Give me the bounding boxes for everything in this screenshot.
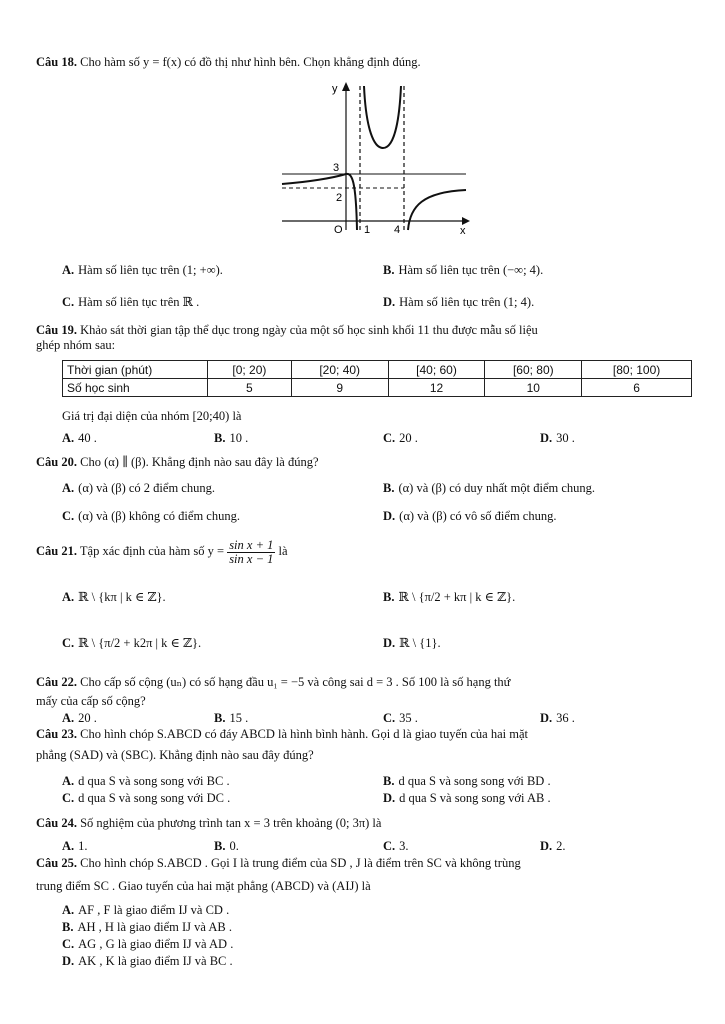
curve-middle-branch xyxy=(364,86,401,148)
q19-option-c-key: C. xyxy=(383,431,396,445)
q21-text-post: là xyxy=(278,544,288,558)
origin-label: O xyxy=(334,224,343,236)
q19-option-d-text: 30 . xyxy=(556,431,575,445)
q20-option-b-key: B. xyxy=(383,481,395,495)
q22-option-a-key: A. xyxy=(62,711,75,725)
q20-option-a-key: A. xyxy=(62,481,75,495)
q18-option-b-key: B. xyxy=(383,263,395,277)
q23-option-c-key: C. xyxy=(62,791,75,805)
q19-option-a-key: A. xyxy=(62,431,75,445)
q19-option-b-text: 10 . xyxy=(229,431,249,445)
q21-fraction xyxy=(227,539,275,566)
q24-option-c[interactable] xyxy=(383,839,409,853)
q22-option-d[interactable] xyxy=(540,711,575,725)
q25-stem xyxy=(36,856,521,870)
q22-option-c[interactable] xyxy=(383,711,418,725)
q18-option-c[interactable] xyxy=(62,295,199,309)
q21-option-b-text: ℝ \ {π/2 + kπ | k ∈ ℤ}. xyxy=(398,590,516,604)
table-row-label: Thời gian (phút) xyxy=(63,361,208,379)
q21-option-c-key: C. xyxy=(62,636,75,650)
q20-option-a-text: (α) và (β) có 2 điểm chung. xyxy=(78,481,215,495)
q20-number: Câu 20. xyxy=(36,455,77,469)
q23-option-c[interactable] xyxy=(62,791,230,805)
table-cell: 6 xyxy=(582,379,692,397)
q25-option-c-text: AG , G là giao điểm IJ và AD . xyxy=(78,937,234,951)
q18-option-d[interactable] xyxy=(383,295,534,309)
q24-number: Câu 24. xyxy=(36,816,77,830)
q20-stem xyxy=(36,455,319,469)
q22-option-d-key: D. xyxy=(540,711,553,725)
table-row-label: Số học sinh xyxy=(63,379,208,397)
q22-option-a[interactable] xyxy=(62,711,97,725)
q21-option-c[interactable] xyxy=(62,636,201,650)
q25-option-b[interactable] xyxy=(62,920,232,934)
q22-text-2: mấy của cấp số cộng? xyxy=(36,694,146,708)
q19-option-c[interactable] xyxy=(383,431,418,445)
q25-option-a[interactable] xyxy=(62,903,229,917)
q24-option-d-text: 2. xyxy=(556,839,566,853)
q23-option-b[interactable] xyxy=(383,774,551,788)
q19-option-c-text: 20 . xyxy=(399,431,418,445)
q24-text: Số nghiệm của phương trình tan x = 3 trên khoảng (0; 3π) là xyxy=(80,816,382,830)
q19-stem xyxy=(36,323,538,337)
q23-text-1: Cho hình chóp S.ABCD có đáy ABCD là hình bình hành. Gọi d là giao tuyến của hai mặt xyxy=(80,727,528,741)
q21-option-d-key: D. xyxy=(383,636,396,650)
q23-option-d-text: d qua S và song song với AB . xyxy=(399,791,551,805)
q23-option-c-text: d qua S và song song với DC . xyxy=(78,791,231,805)
q24-option-c-text: 3. xyxy=(399,839,409,853)
q19-option-a-text: 40 . xyxy=(78,431,97,445)
q20-option-c-key: C. xyxy=(62,509,75,523)
tick-label-4: 4 xyxy=(394,224,401,236)
q21-option-c-text: ℝ \ {π/2 + k2π | k ∈ ℤ}. xyxy=(78,636,202,650)
q21-option-a-text: ℝ \ {kπ | k ∈ ℤ}. xyxy=(78,590,166,604)
q19-option-d[interactable] xyxy=(540,431,575,445)
q25-option-c[interactable] xyxy=(62,937,233,951)
q23-option-a-text: d qua S và song song với BC . xyxy=(78,774,230,788)
q18-option-c-key: C. xyxy=(62,295,75,309)
q19-option-b-key: B. xyxy=(214,431,226,445)
q24-option-a-key: A. xyxy=(62,839,75,853)
q21-option-d[interactable] xyxy=(383,636,441,650)
q25-text-1: Cho hình chóp S.ABCD . Gọi I là trung điểm của SD , J là điểm trên SC và không trùng xyxy=(80,856,521,870)
q25-option-d-text: AK , K là giao điểm IJ và BC . xyxy=(78,954,233,968)
curve-right-branch xyxy=(408,190,466,230)
q23-option-a-key: A. xyxy=(62,774,75,788)
q21-fraction-numerator: sin x + 1 xyxy=(229,537,274,552)
q22-option-d-text: 36 . xyxy=(556,711,575,725)
table-cell: 10 xyxy=(485,379,582,397)
q19-option-b[interactable] xyxy=(214,431,248,445)
q22-option-a-text: 20 . xyxy=(78,711,97,725)
q25-option-d[interactable] xyxy=(62,954,233,968)
q21-option-a[interactable] xyxy=(62,590,166,604)
q20-option-d-key: D. xyxy=(383,509,396,523)
q19-frequency-table xyxy=(62,360,692,397)
q23-text-2: phẳng (SAD) và (SBC). Khẳng định nào sau đây đúng? xyxy=(36,748,314,762)
q23-number: Câu 23. xyxy=(36,727,77,741)
q25-option-b-text: AH , H là giao điểm IJ và AB . xyxy=(77,920,232,934)
q22-option-c-text: 35 . xyxy=(399,711,418,725)
q21-option-a-key: A. xyxy=(62,590,75,604)
x-axis-arrow xyxy=(462,217,470,225)
q25-option-d-key: D. xyxy=(62,954,75,968)
q24-option-b[interactable] xyxy=(214,839,239,853)
q23-option-a[interactable] xyxy=(62,774,230,788)
y-axis-arrow xyxy=(342,82,350,91)
table-row xyxy=(63,361,692,379)
q23-option-d-key: D. xyxy=(383,791,396,805)
y-axis-label: y xyxy=(332,83,338,95)
q18-number: Câu 18. xyxy=(36,55,77,69)
q19-prompt: Giá trị đại diện của nhóm [20;40) là xyxy=(62,409,242,423)
q18-function-graph xyxy=(278,80,478,238)
q24-stem xyxy=(36,816,381,830)
q24-option-b-key: B. xyxy=(214,839,226,853)
q20-text: Cho (α) ∥ (β). Khẳng định nào sau đây là đúng? xyxy=(80,455,319,469)
q21-text-pre: Tập xác định của hàm số y = xyxy=(79,544,225,558)
q20-option-d-text: (α) và (β) có vô số điểm chung. xyxy=(399,509,557,523)
q19-option-a[interactable] xyxy=(62,431,97,445)
q22-stem xyxy=(36,675,510,689)
table-cell: 12 xyxy=(388,379,485,397)
x-axis-label: x xyxy=(460,225,466,237)
q20-option-c-text: (α) và (β) không có điểm chung. xyxy=(78,509,240,523)
q24-option-a-text: 1. xyxy=(78,839,88,853)
q23-option-b-key: B. xyxy=(383,774,395,788)
q23-option-b-text: d qua S và song song với BD . xyxy=(398,774,551,788)
q18-option-c-text: Hàm số liên tục trên ℝ . xyxy=(78,295,200,309)
q19-text-1: Khảo sát thời gian tập thể dục trong ngày của một số học sinh khối 11 thu được mẫu số liệu xyxy=(80,323,538,337)
q18-stem xyxy=(36,55,421,69)
q24-option-d-key: D. xyxy=(540,839,553,853)
q21-option-b[interactable] xyxy=(383,590,515,604)
table-cell: [80; 100) xyxy=(582,361,692,379)
q22-number: Câu 22. xyxy=(36,675,77,689)
q18-option-d-key: D. xyxy=(383,295,396,309)
q21-option-d-text: ℝ \ {1}. xyxy=(399,636,441,650)
q20-option-b-text: (α) và (β) có duy nhất một điểm chung. xyxy=(398,481,596,495)
table-cell: [40; 60) xyxy=(388,361,485,379)
q24-option-b-text: 0. xyxy=(229,839,239,853)
q20-option-d[interactable] xyxy=(383,509,556,523)
table-cell: 5 xyxy=(208,379,292,397)
q25-text-2: trung điểm SC . Giao tuyến của hai mặt phẳng (ABCD) và (AIJ) là xyxy=(36,879,371,893)
q18-option-a-text: Hàm số liên tục trên (1; +∞). xyxy=(78,263,223,277)
q21-option-b-key: B. xyxy=(383,590,395,604)
q23-stem xyxy=(36,727,528,741)
q18-option-a[interactable] xyxy=(62,263,223,277)
q22-option-b[interactable] xyxy=(214,711,248,725)
q18-option-a-key: A. xyxy=(62,263,75,277)
q21-number: Câu 21. xyxy=(36,544,77,558)
q20-option-a[interactable] xyxy=(62,481,215,495)
q20-option-b[interactable] xyxy=(383,481,595,495)
q22-option-b-text: 15 . xyxy=(229,711,249,725)
q19-option-d-key: D. xyxy=(540,431,553,445)
tick-label-1: 1 xyxy=(364,224,371,236)
table-row xyxy=(63,379,692,397)
q24-option-c-key: C. xyxy=(383,839,396,853)
q25-option-b-key: B. xyxy=(62,920,74,934)
q22-option-c-key: C. xyxy=(383,711,396,725)
q25-option-c-key: C. xyxy=(62,937,75,951)
q18-option-d-text: Hàm số liên tục trên (1; 4). xyxy=(399,295,535,309)
table-cell: [20; 40) xyxy=(291,361,388,379)
q20-option-c[interactable] xyxy=(62,509,240,523)
q19-number: Câu 19. xyxy=(36,323,77,337)
q24-option-d[interactable] xyxy=(540,839,566,853)
tick-label-3: 3 xyxy=(333,162,340,174)
q21-stem xyxy=(36,537,288,566)
tick-label-2: 2 xyxy=(336,192,343,204)
table-cell: [0; 20) xyxy=(208,361,292,379)
q22-text-1: Cho cấp số cộng (uₙ) có số hạng đầu u₁ = −5 và công sai d = 3 . Số 100 là số hạng thứ xyxy=(80,675,511,689)
table-cell: [60; 80) xyxy=(485,361,582,379)
q22-option-b-key: B. xyxy=(214,711,226,725)
q18-text: Cho hàm số y = f(x) có đồ thị như hình bên. Chọn khẳng định đúng. xyxy=(80,55,421,69)
q19-text-2: ghép nhóm sau: xyxy=(36,338,116,352)
table-cell: 9 xyxy=(291,379,388,397)
q24-option-a[interactable] xyxy=(62,839,88,853)
q18-option-b-text: Hàm số liên tục trên (−∞; 4). xyxy=(398,263,544,277)
q25-option-a-key: A. xyxy=(62,903,75,917)
q21-fraction-denominator: sin x − 1 xyxy=(229,551,274,566)
q25-option-a-text: AF , F là giao điểm IJ và CD . xyxy=(78,903,230,917)
q23-option-d[interactable] xyxy=(383,791,551,805)
q25-number: Câu 25. xyxy=(36,856,77,870)
q18-option-b[interactable] xyxy=(383,263,543,277)
